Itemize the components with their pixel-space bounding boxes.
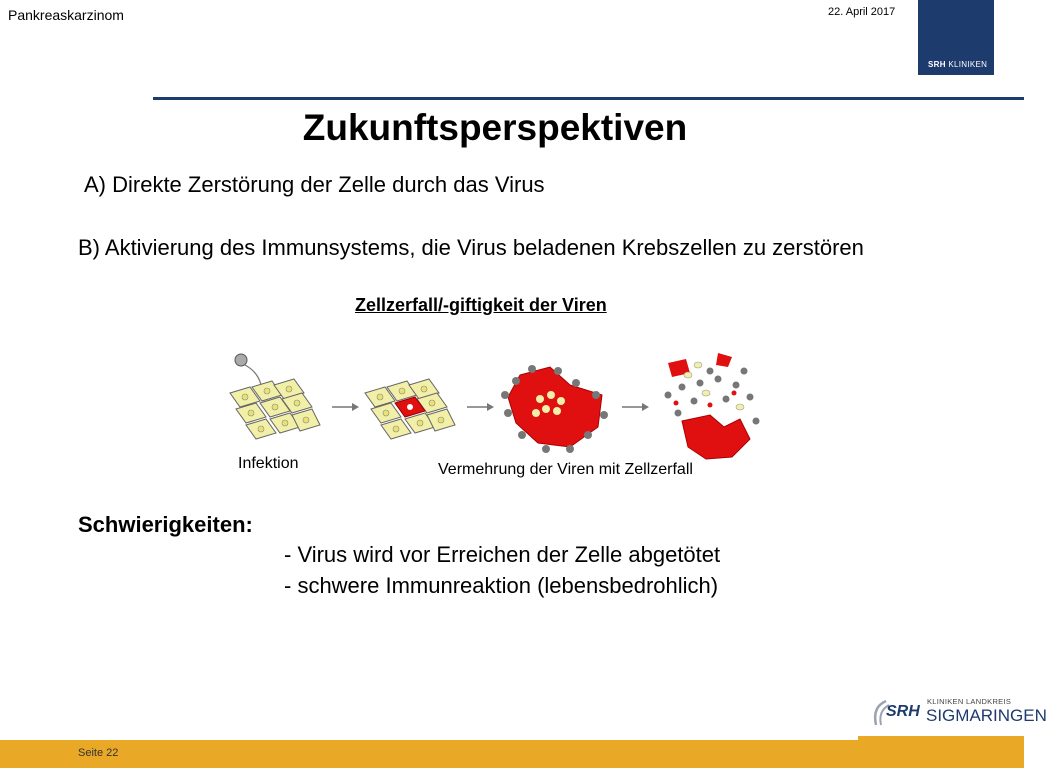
arrow-1-head: [352, 403, 359, 411]
stage-infection-cells: [230, 354, 320, 439]
arrow-2-head: [487, 403, 494, 411]
slide-title: Zukunftsperspektiven: [302, 107, 688, 148]
srh-sigmaringen-logo: [870, 695, 1047, 731]
figure-label-replication: Vermehrung der Viren mit Zellzerfall: [438, 461, 693, 478]
srh-brand-tab: [918, 0, 994, 75]
header-topic: Pankreaskarzinom: [8, 7, 124, 23]
stage-infected-cells: [365, 379, 455, 439]
arrow-3-head: [642, 403, 649, 411]
logo-small-text: KLINIKEN LANDKREIS: [927, 697, 1012, 706]
difficulty-item: - schwere Immunreaktion (lebensbedrohlich): [284, 573, 719, 598]
header-date: 22. April 2017: [828, 6, 896, 18]
page-number: Seite 22: [78, 747, 119, 759]
stage-lysis-cell: [665, 353, 760, 459]
stage-replication-cell: [501, 365, 608, 453]
footer-bar: [0, 740, 1024, 768]
logo-big-text: SIGMARINGEN: [926, 706, 1047, 725]
srh-brand-text: [928, 60, 987, 69]
srh-tab-srh: SRH: [928, 60, 946, 69]
virus-lysis-figure: [220, 335, 780, 465]
point-a: A) Direkte Zerstörung der Zelle durch das Virus: [84, 172, 545, 197]
figure-label-infection: Infektion: [238, 455, 299, 472]
figure-title: Zellzerfall/-giftigkeit der Viren: [355, 295, 607, 315]
point-b: B) Aktivierung des Immunsystems, die Virus beladenen Krebszellen zu zerstören: [78, 235, 864, 260]
srh-tab-kliniken: KLINIKEN: [948, 60, 988, 69]
difficulty-item: - Virus wird vor Erreichen der Zelle abgetötet: [284, 542, 721, 567]
logo-srh: SRH: [886, 703, 920, 720]
difficulties-heading: Schwierigkeiten:: [78, 512, 253, 537]
header-divider: [153, 97, 1024, 100]
